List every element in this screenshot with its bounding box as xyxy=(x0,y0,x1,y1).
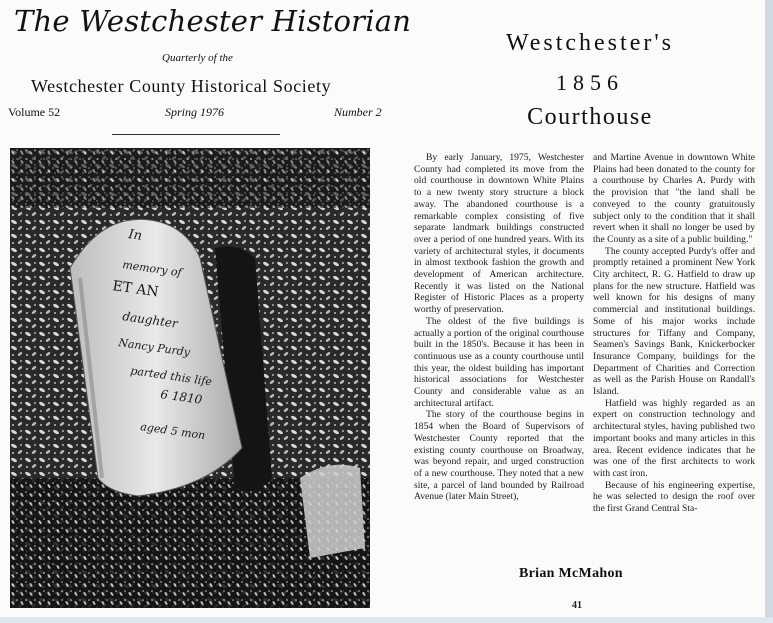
inscription-line: In xyxy=(127,227,143,244)
article-column-1 xyxy=(414,152,584,503)
masthead-society: Westchester County Historical Society xyxy=(31,76,332,96)
paragraph: Because of his engineering expertise, he was selected to design the roof over the first Grand Central Sta- xyxy=(593,479,755,515)
inscription-line: daughter xyxy=(121,309,179,331)
masthead-quarterly: Quarterly of the xyxy=(162,52,233,64)
paragraph: The oldest of the five buildings is actually a portion of the original courthouse built in the 1850's. Because it has been in continuous use as a county courthouse until this year, the oldest building has important historical associations for Westchester County and considerable value as an architectural artifact. xyxy=(414,315,584,409)
article-byline: Brian McMahon xyxy=(519,566,623,581)
article-column-2 xyxy=(593,152,755,515)
scan-border-bottom xyxy=(0,617,773,623)
paragraph: By early January, 1975, Westchester County had completed its move from the old courthouse in downtown White Plains to a new twenty story structure a block away. The abandoned courthouse is a remarkable complex consisting of five separate landmark buildings constructed over a period of one hundred years. With its variety of architectural styles, it documents in almost textbook fashion the growth and development of American architecture. Recently it was listed on the National Register of Historic Places as a property worthy of preservation. xyxy=(414,152,584,316)
gravestone-photo xyxy=(10,148,370,608)
issue-number: Number 2 xyxy=(334,105,382,119)
article-title-line2: 1856 xyxy=(556,70,624,95)
paragraph: The county accepted Purdy's offer and promptly retained a prominent New York City architect, R. G. Hatfield to draw up plans for the new structure. Hatfield was well known for his designs of many commercial and institutional buildings. Some of his major works include structures for Tiffany and Company, Seamen's Savings Bank, Knickerbocker Insurance Company, buildings for the Department of Charities and Correction as well as the Parish House on Randall's Island. xyxy=(593,245,755,398)
inscription-line: Nancy Purdy xyxy=(117,336,191,360)
issue-season: Spring 1976 xyxy=(165,105,225,119)
paragraph: The story of the courthouse begins in 1854 when the Board of Supervisors of Westchester County reported that the existing county courthouse on Broadway, was beyond repair, and urged construction of a new courthouse. They noted that a new site, a parcel of land bounded by Railroad Avenue (later Main Street), xyxy=(414,409,584,503)
inscription-line: aged 5 mon xyxy=(139,420,207,443)
masthead-title: The Westchester Historian xyxy=(14,4,412,38)
masthead-rule xyxy=(112,134,280,135)
paragraph: Hatfield was highly regarded as an expert on construction technology and architectural styles, having published two important books and many articles in this area. Recent evidence indicates that he was one of the first architects to work with cast iron. xyxy=(593,397,755,479)
scan-border-right xyxy=(765,0,773,623)
inscription-line: 6 1810 xyxy=(159,387,204,407)
article-title-line3: Courthouse xyxy=(527,104,653,130)
inscription-line: ET AN xyxy=(111,278,160,301)
inscription-line: parted this life xyxy=(129,364,213,389)
issue-volume: Volume 52 xyxy=(8,105,61,119)
foliage-top xyxy=(10,148,370,208)
inscription-line: memory of xyxy=(121,258,183,280)
paragraph: and Martine Avenue in downtown White Plains had been donated to the county for a courthouse by Charles A. Purdy with the provision that "the land shall be conveyed to the county gratuitously subject only to the condition that it shall revert when it shall no longer be used by the County as a site of a public building." xyxy=(593,152,755,245)
rock xyxy=(300,465,365,558)
article-title-line1: Westchester's xyxy=(505,30,674,56)
page-number: 41 xyxy=(572,600,582,611)
